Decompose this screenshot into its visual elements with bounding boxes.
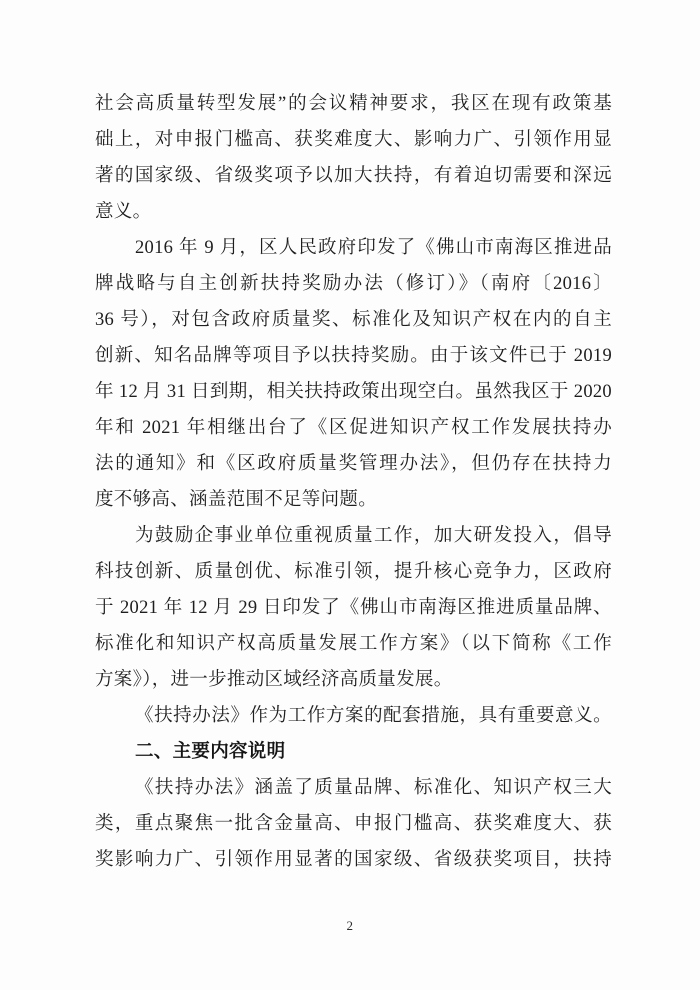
text-line: 度不够高、涵盖范围不足等问题。 bbox=[95, 490, 378, 510]
text-line: 方案》），进一步推动区域经济高质量发展。 bbox=[95, 670, 453, 690]
text-line: 36 号），对包含政府质量奖、标准化及知识产权在内的自主 bbox=[95, 310, 612, 330]
text-line: 科技创新、质量创优、标准引领，提升核心竞争力，区政府 bbox=[95, 562, 612, 582]
section-heading: 二、主要内容说明 bbox=[135, 742, 286, 762]
text-line: 2016 年 9 月，区人民政府印发了《佛山市南海区推进品 bbox=[135, 238, 612, 258]
text-line: 社会高质量转型发展”的会议精神要求，我区在现有政策基 bbox=[95, 94, 612, 114]
document-text-block bbox=[95, 86, 612, 878]
text-line: 年和 2021 年相继出台了《区促进知识产权工作发展扶持办 bbox=[95, 418, 612, 438]
text-line: 为鼓励企事业单位重视质量工作，加大研发投入，倡导 bbox=[135, 526, 612, 546]
text-line: 年 12 月 31 日到期，相关扶持政策出现空白。虽然我区于 2020 bbox=[95, 382, 612, 402]
text-line: 创新、知名品牌等项目予以扶持奖励。由于该文件已于 2019 bbox=[95, 346, 612, 366]
text-line: 标准化和知识产权高质量发展工作方案》（以下简称《工作 bbox=[95, 634, 612, 654]
text-line: 意义。 bbox=[95, 202, 152, 222]
text-line: 础上，对申报门槛高、获奖难度大、影响力广、引领作用显 bbox=[95, 130, 612, 150]
text-line: 奖影响力广、引领作用显著的国家级、省级获奖项目，扶持 bbox=[95, 850, 612, 870]
text-line: 类，重点聚焦一批含金量高、申报门槛高、获奖难度大、获 bbox=[95, 814, 612, 834]
text-line: 牌战略与自主创新扶持奖励办法（修订）》（南府〔2016〕 bbox=[95, 274, 612, 294]
page-number: 2 bbox=[346, 918, 354, 933]
text-line: 法的通知》和《区政府质量奖管理办法》，但仍存在扶持力 bbox=[95, 454, 612, 474]
text-line: 于 2021 年 12 月 29 日印发了《佛山市南海区推进质量品牌、 bbox=[95, 598, 612, 618]
text-line: 《扶持办法》涵盖了质量品牌、标准化、知识产权三大 bbox=[135, 778, 612, 798]
text-line: 《扶持办法》作为工作方案的配套措施，具有重要意义。 bbox=[135, 706, 612, 726]
text-line: 著的国家级、省级奖项予以加大扶持，有着迫切需要和深远 bbox=[95, 166, 612, 186]
